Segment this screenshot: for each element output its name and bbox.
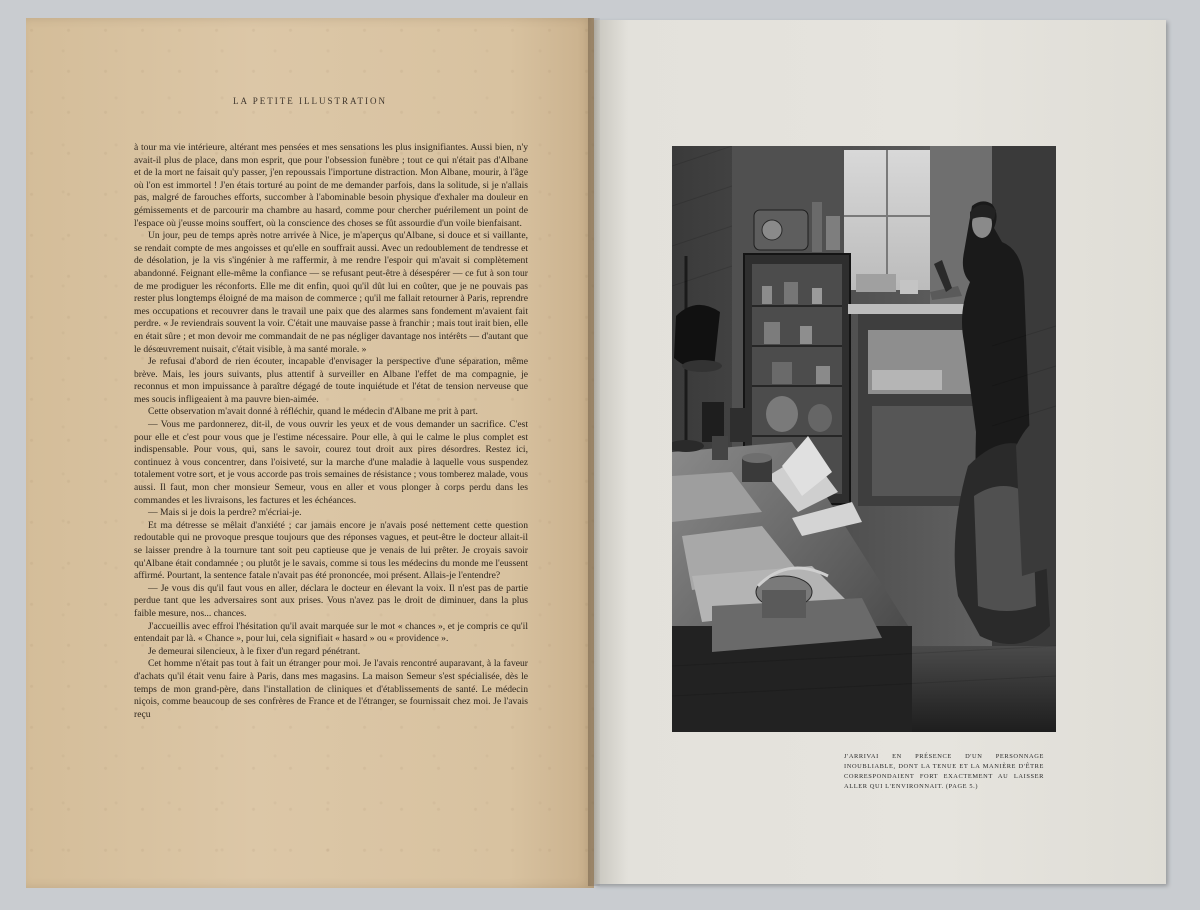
paragraph: Cette observation m'avait donné à réfléchir, quand le médecin d'Albane me prit à part. [148, 406, 478, 418]
paragraph: — Mais si je dois la perdre? m'écriai-je. [148, 507, 302, 519]
left-page [26, 18, 594, 888]
paragraph: Et ma détresse se mêlait d'anxiété ; car jamais encore je n'avais posé nettement cette question redoutable qui ne provoque presque toujours que des réponses vagues, et peut-être le docteur allait-il se laisser prendre à la tournure tant soit peu captieuse que je venais de lui prêter. Je croyais savoir qu'Albane était condamnée ; ou plutôt je le savais, comme si tous les médecins du monde me l'eussent affirmé. Pourtant, la sentence fatale n'avait pas été prononcée, moi présent. Allais-je l'entendre? [134, 519, 528, 582]
paragraph: Cet homme n'était pas tout à fait un étranger pour moi. Je l'avais rencontré auparavant, à la faveur d'achats qu'il était venu faire à Paris, dans mes magasins. La maison Semeur s'est spécialisée, dès le temps de mon grand-père, dans l'installation de cliniques et d'établissements de santé. Le médecin niçois, comme beaucoup de ses confrères de France et de l'étranger, se fournissait chez moi. Je l'avais reçu [134, 658, 528, 720]
book-gutter [588, 18, 600, 886]
paragraph: Un jour, peu de temps après notre arrivée à Nice, je m'aperçus qu'Albane, si douce et si vaillante, se rendait compte de mes angoisses et qu'elle en souffrait aussi. Avec un redoublement de tendresse et de désolation, je la vis s'ingénier à me raffermir, à me rendre l'espoir qui m'avait si complètement abandonné. Feignant elle-même la confiance — se refusant peut-être à désespérer — ce fut à son tour de me prodiguer les réconforts. Elle me dit enfin, quoi qu'il dût lui en coûter, que je ne pouvais pas rester plus longtemps éloigné de ma maison de commerce ; qu'il me fallait retourner à Paris, reprendre mes occupations et recouvrer dans le travail une paix que des alarmes sans fondement m'avaient fait perdre. « Je reviendrais souvent la voir. C'était une mauvaise passe à franchir ; mais tout irait bien, elle en était sûre ; et mon devoir me commandait de ne pas négliger davantage nos intérêts — d'autant que le désœuvrement nuisait, c'était visible, à ma santé morale. » [134, 230, 528, 355]
illustration-caption: J'ARRIVAI EN PRÉSENCE D'UN PERSONNAGE INOUBLIABLE, DONT LA TENUE ET LA MANIÈRE D'ÊTRE CORRESPONDAIENT FORT EXACTEMENT AU LAISSER ALLER QUI L'ENVIRONNAIT. (PAGE 5.) [844, 753, 1044, 790]
body-text [134, 142, 528, 822]
lithograph-illustration [672, 146, 1056, 732]
paragraph: Je refusai d'abord de rien écouter, incapable d'envisager la perspective d'une séparation, même brève. Mais, les jours suivants, plus attentif à surveiller en Albane l'effet de ma compagnie, je reconnus et mon impuissance à paraître dégagé de toute inquiétude et l'état de tension nerveuse que mes soucis infligeaient à ma pauvre bien-aimée. [134, 356, 528, 405]
illustration-plate [672, 146, 1056, 732]
paragraph: — Je vous dis qu'il faut vous en aller, déclara le docteur en élevant la voix. Il n'est pas de partie perdue tant que les adversaires sont aux prises. Vous n'avez pas le droit de diminuer, dans la plus faible mesure, nos... chances. [134, 582, 528, 619]
paragraph: à tour ma vie intérieure, altérant mes pensées et mes sensations les plus insignifiantes. Aussi bien, n'y avait-il plus de place, dans mon esprit, que pour l'obsession funèbre ; tout ce qui n'était pas d'Albane et de la mort ne faisait qu'y passer, j'en repoussais l'importune distraction. Mon Albane, mourir, à l'âge où l'on est immortel ! J'en étais torturé au point de me demander parfois, dans la solitude, si je n'allais pas, malgré de farouches efforts, succomber à l'abominable besoin physique d'exhaler ma douleur en gémissements et de parcourir ma chambre au hasard, comme pour chercher puérilement un point de l'espace où j'eusse moins souffert, où la conscience des choses se fût assourdie d'un voile bienfaisant. [134, 142, 528, 229]
paragraph: J'accueillis avec effroi l'hésitation qu'il avait marquée sur le mot « chances », et je compris ce qu'il entendait par là. « Chance », pour lui, cela signifiait « hasard » ou « providence ». [134, 620, 528, 645]
paragraph: Je demeurai silencieux, à le fixer d'un regard pénétrant. [148, 645, 361, 657]
running-head: LA PETITE ILLUSTRATION [233, 96, 387, 106]
paragraph: — Vous me pardonnerez, dit-il, de vous ouvrir les yeux et de vous demander un sacrifice. C'est pour elle et c'est pour vous que je l'estime nécessaire. Pour elle, à qui le calme le plus complet est indispensable. Pour vous, qui, sans le savoir, courez tout droit aux pires désordres. Restez ici, continuez à vous concentrer, dans l'oisiveté, sur la marche d'une maladie à laquelle vous suspendez totalement votre sort, et je vous accorde pas trois semaines de résistance ; vous tomberez malade, vous aussi. Il faut, mon cher monsieur Semeur, vous en aller et vous plonger à corps perdu dans les commandes et les livraisons, les factures et les échéances. [134, 419, 528, 506]
